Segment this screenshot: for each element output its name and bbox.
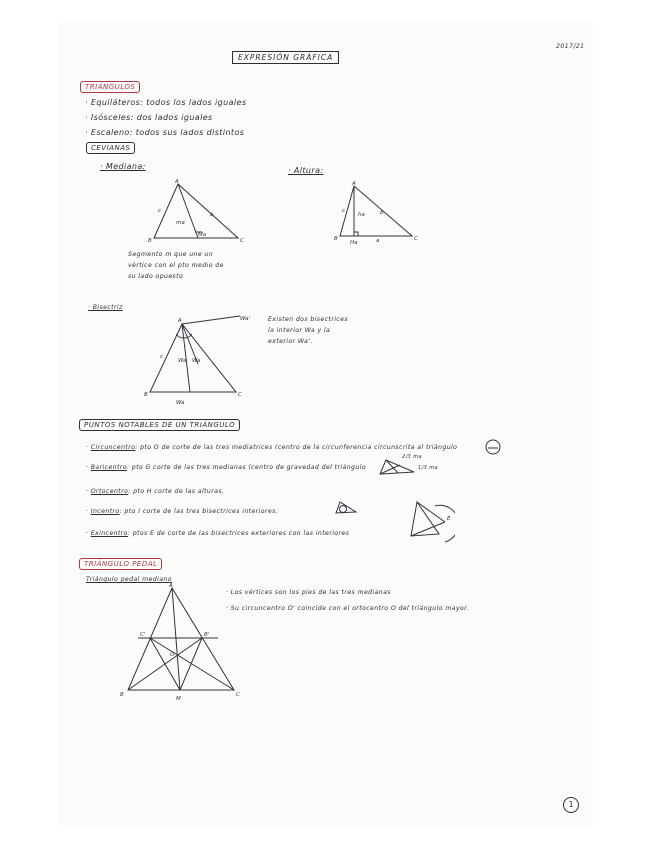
- svg-text:Ha: Ha: [350, 240, 358, 246]
- svg-text:B': B': [204, 632, 210, 638]
- baricentro-note-1: 2/3 ma: [402, 454, 422, 460]
- svg-text:Ma: Ma: [198, 232, 207, 238]
- list-item-isosceles: · Isósceles: dos lados iguales: [85, 113, 213, 122]
- svg-text:Wa: Wa: [192, 358, 201, 364]
- heading-triangulos: TRIÁNGULOS: [80, 81, 140, 93]
- svg-text:C: C: [238, 392, 242, 398]
- svg-text:A: A: [169, 583, 173, 589]
- page-title: EXPRESIÓN GRÁFICA: [232, 51, 339, 64]
- page-date: 2017/21: [556, 43, 585, 50]
- pedal-triangle-figure: [118, 582, 242, 708]
- bisectriz-triangle-figure: [140, 312, 265, 404]
- svg-text:E: E: [447, 516, 451, 522]
- svg-text:A: A: [178, 318, 182, 324]
- svg-text:B: B: [334, 236, 338, 242]
- pedal-item-2: · Su circuncentro O' coincide con el ortocentro O del triángulo mayor.: [226, 605, 469, 612]
- svg-text:c: c: [158, 208, 162, 214]
- baricentro-note-2: 1/3 ma: [418, 465, 438, 471]
- svg-text:C: C: [414, 236, 418, 242]
- label-bisectriz: · Bisectriz: [88, 304, 123, 311]
- item-ortocentro: · Ortocentro: pto H corte de las alturas.: [86, 488, 225, 495]
- item-exincentro: · Exincentro: ptos E de corte de las bisectrices exteriores con las interiores: [86, 530, 350, 537]
- page-number: 1: [563, 797, 579, 813]
- mediana-triangle-figure: [140, 178, 250, 248]
- heading-puntos-notables: PUNTOS NOTABLES DE UN TRIÁNGULO: [79, 419, 240, 431]
- svg-text:c: c: [342, 208, 346, 214]
- svg-text:ma: ma: [176, 220, 185, 226]
- svg-text:b: b: [380, 210, 384, 216]
- heading-triangulo-pedal: TRIÁNGULO PEDAL: [79, 558, 162, 570]
- svg-text:A: A: [352, 181, 356, 187]
- heading-cevianas: CEVIANAS: [86, 142, 135, 154]
- bisectriz-desc-line-2: la interior Wa y la: [268, 327, 331, 334]
- svg-text:b: b: [210, 212, 214, 218]
- svg-text:B: B: [120, 692, 124, 698]
- list-item-escaleno: · Escaleno: todos sus lados distintos: [85, 128, 245, 137]
- pedal-item-1: · Los vértices son los pies de las tres medianas: [226, 589, 391, 596]
- mediana-desc-line-1: Segmento m que une un: [128, 251, 214, 258]
- svg-text:Wa: Wa: [178, 358, 187, 364]
- item-baricentro: · Baricentro: pto G corte de las tres medianas (centro de gravedad del triángulo: [86, 464, 367, 471]
- list-item-equilatero: · Equiláteros: todos los lados iguales: [85, 98, 247, 107]
- bisectriz-desc-line-3: exterior Wa'.: [268, 338, 313, 345]
- svg-text:C: C: [240, 238, 244, 244]
- svg-text:B: B: [148, 238, 152, 244]
- svg-text:Wa': Wa': [240, 316, 251, 322]
- circuncentro-circle-figure: [482, 438, 504, 456]
- svg-text:C': C': [140, 632, 146, 638]
- item-circuncentro: · Circuncentro: pto O de corte de las tres mediatrices (centro de la circunferencia circunscrita al triángulo: [86, 444, 458, 451]
- bisectriz-desc-line-1: Existen dos bisectrices: [268, 316, 348, 323]
- svg-text:O: O: [170, 652, 175, 658]
- item-incentro: · Incentro: pto I corte de las tres bisectrices interiores.: [86, 508, 279, 515]
- svg-text:C: C: [236, 692, 240, 698]
- exincentro-figure: [405, 496, 455, 544]
- svg-text:B: B: [144, 392, 148, 398]
- svg-text:ha: ha: [358, 212, 365, 218]
- altura-triangle-figure: [332, 180, 422, 248]
- label-mediana: · Mediana:: [100, 162, 146, 171]
- svg-text:M: M: [176, 696, 181, 702]
- mediana-desc-line-3: su lado opuesto: [128, 273, 184, 280]
- svg-text:A: A: [175, 179, 179, 185]
- svg-text:Wa: Wa: [176, 400, 185, 404]
- svg-text:a: a: [376, 238, 380, 244]
- subheading-pedal-mediano: Triángulo pedal mediano: [86, 576, 172, 583]
- label-altura: · Altura:: [288, 166, 324, 175]
- incentro-triangle-figure: [334, 498, 358, 516]
- mediana-desc-line-2: vértice con el pto medio de: [128, 262, 224, 269]
- svg-text:c: c: [160, 354, 164, 360]
